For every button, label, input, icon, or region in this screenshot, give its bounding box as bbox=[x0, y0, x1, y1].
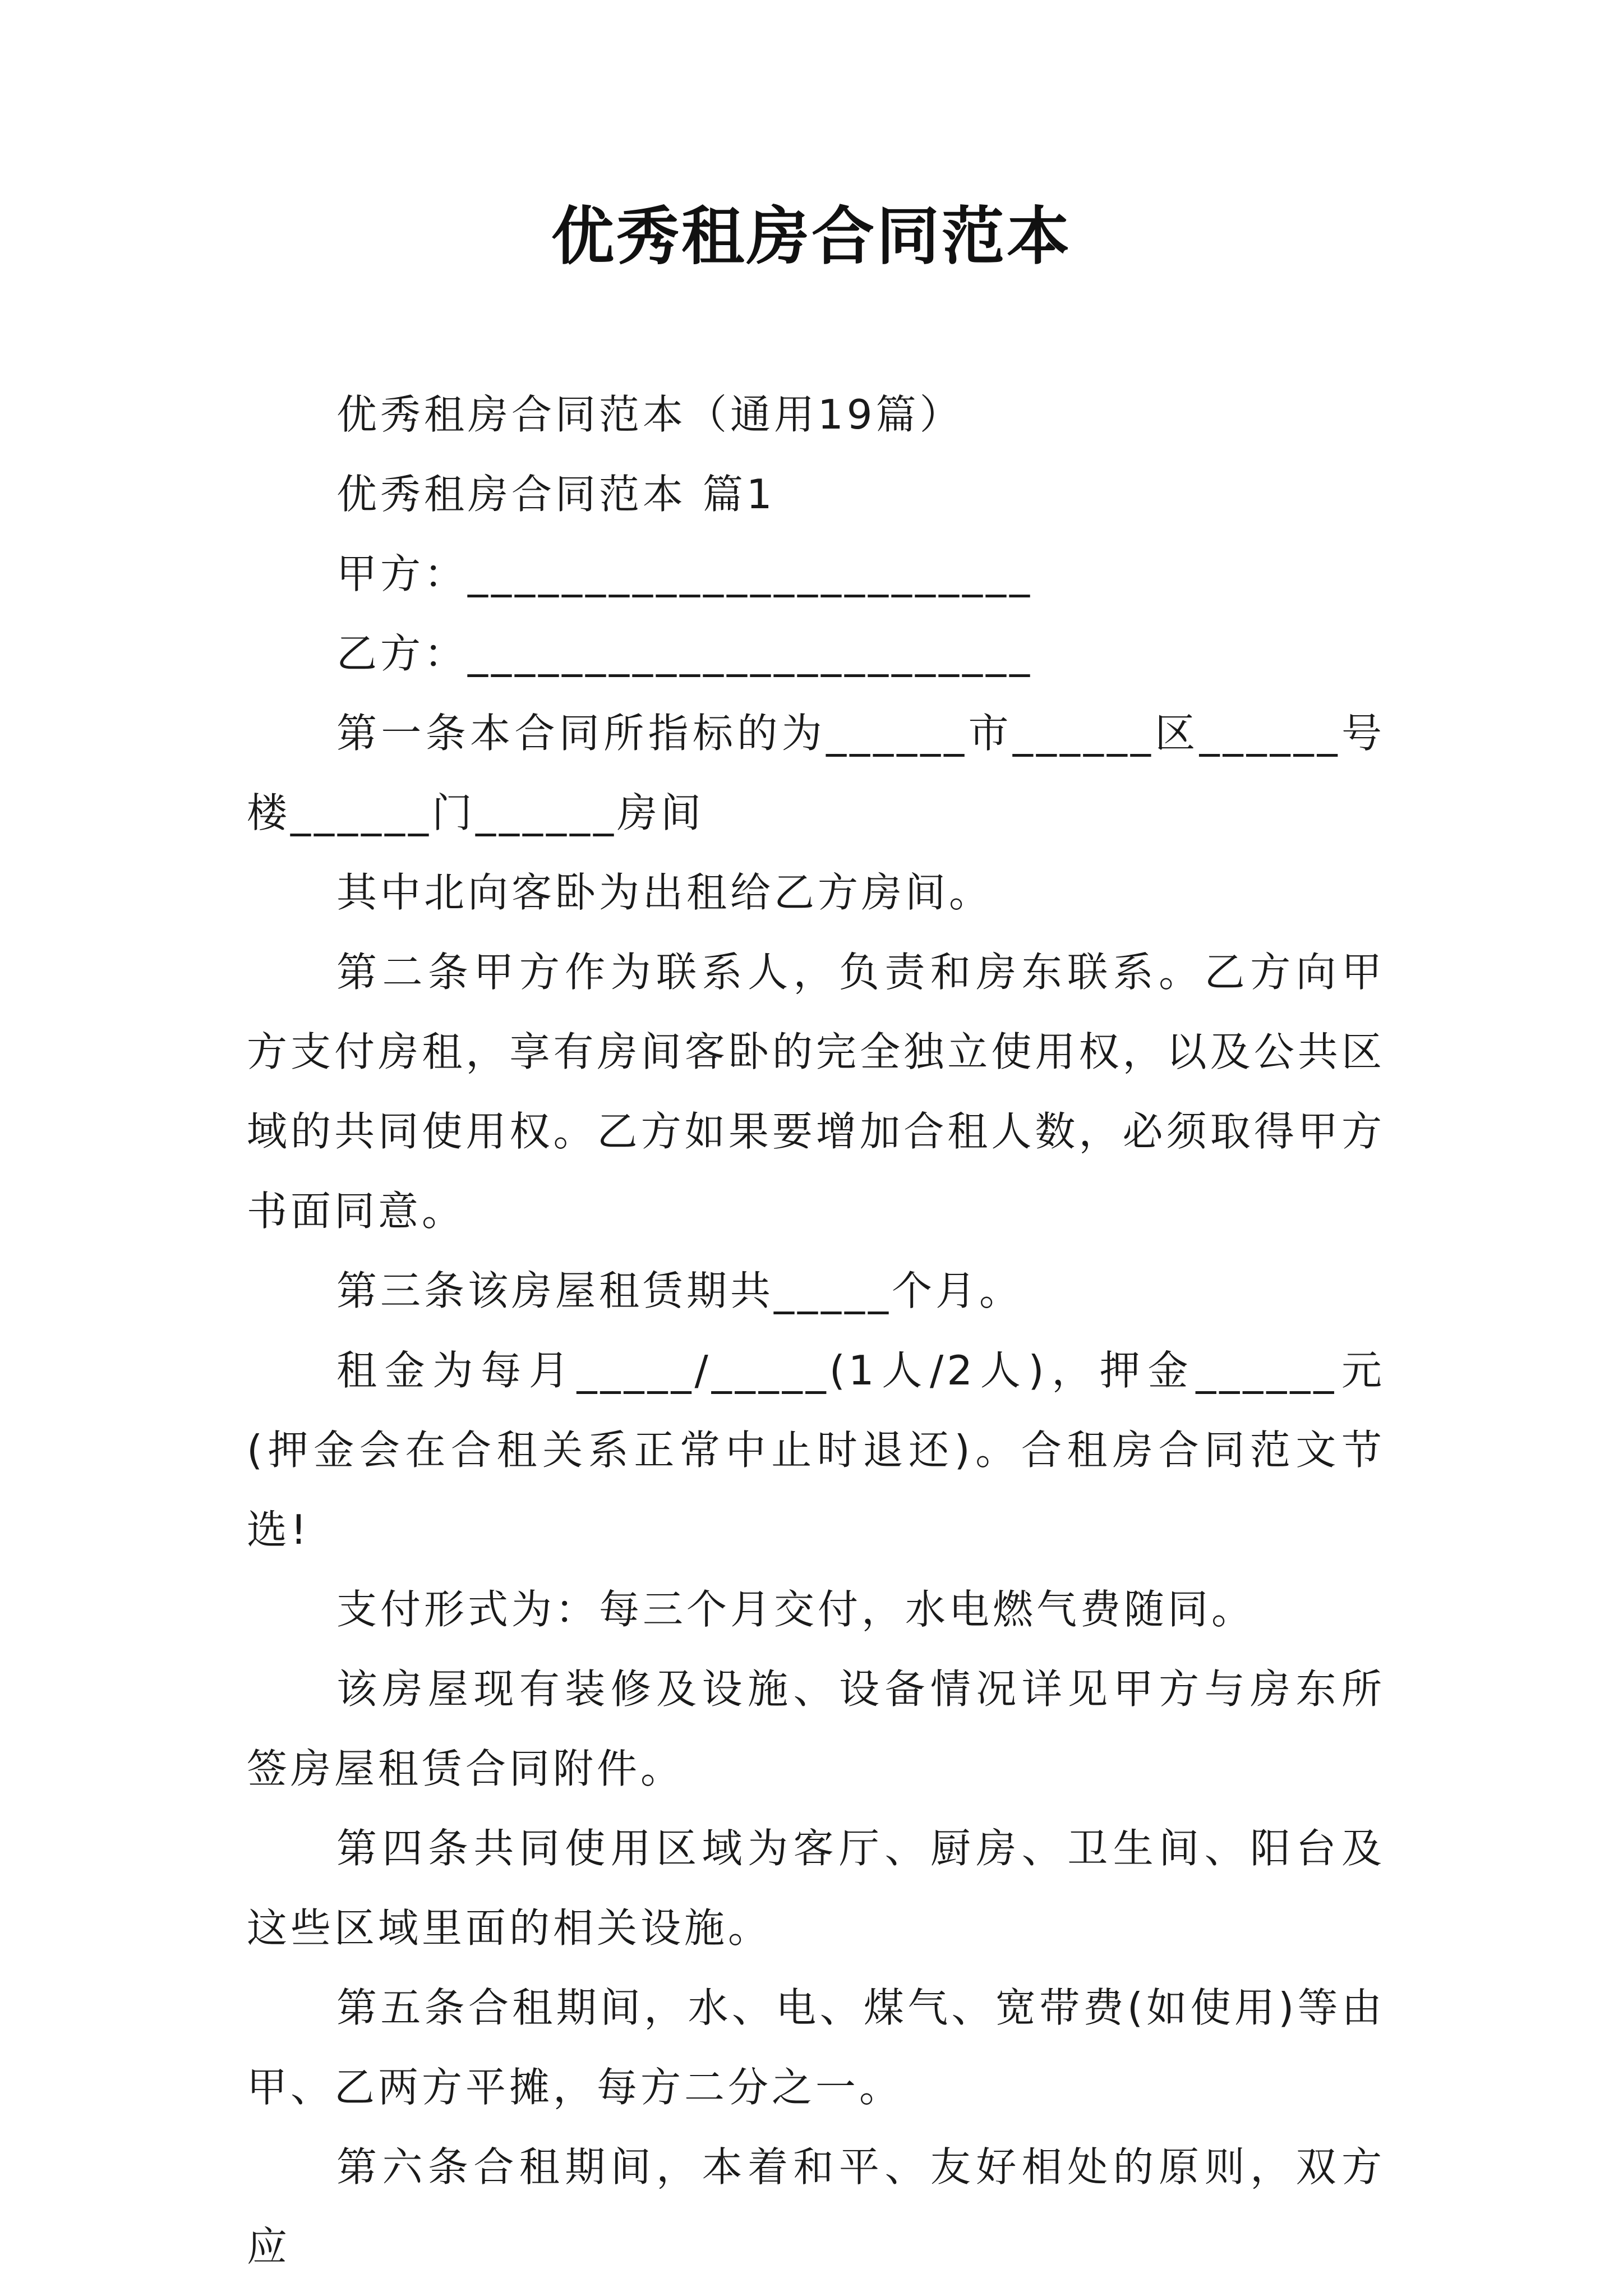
document-title: 优秀租房合同范本 bbox=[551, 200, 1072, 273]
paragraph-article-6: 第六条合租期间，本着和平、友好相处的原则，双方应 bbox=[247, 2143, 1385, 2270]
paragraph-rent: 租金为每月_____/_____(1人/2人)，押金______元(押金会在合租关系正常中止时退还)。合租房合同范文节选! bbox=[247, 1347, 1385, 1553]
paragraph-facilities: 该房屋现有装修及设施、设备情况详见甲方与房东所签房屋租赁合同附件。 bbox=[247, 1665, 1385, 1792]
paragraph-article-2: 第二条甲方作为联系人，负责和房东联系。乙方向甲方支付房租，享有房间客卧的完全独立使用权，以及公共区域的共同使用权。乙方如果要增加合租人数，必须取得甲方书面同意。 bbox=[247, 949, 1385, 1235]
paragraph-article-5: 第五条合租期间，水、电、煤气、宽带费(如使用)等由甲、乙两方平摊，每方二分之一。 bbox=[247, 1984, 1385, 2111]
paragraph-article-1: 第一条本合同所指标的为______市______区______号楼______门______房间 bbox=[247, 710, 1385, 836]
document-body bbox=[247, 375, 1385, 2286]
paragraph-payment: 支付形式为：每三个月交付，水电燃气费随同。 bbox=[336, 1586, 1256, 1633]
paragraph-section-heading: 优秀租房合同范本 篇1 bbox=[336, 471, 776, 518]
paragraph-room-note: 其中北向客卧为出租给乙方房间。 bbox=[336, 869, 993, 916]
paragraph-party-b: 乙方：________________________ bbox=[336, 630, 1034, 677]
paragraph-article-3: 第三条该房屋租赁期共_____个月。 bbox=[336, 1267, 1023, 1314]
paragraph-article-4: 第四条共同使用区域为客厅、厨房、卫生间、阳台及这些区域里面的相关设施。 bbox=[247, 1825, 1385, 1952]
paragraph-party-a: 甲方：________________________ bbox=[336, 550, 1034, 597]
paragraph-subtitle: 优秀租房合同范本（通用19篇） bbox=[336, 391, 963, 438]
